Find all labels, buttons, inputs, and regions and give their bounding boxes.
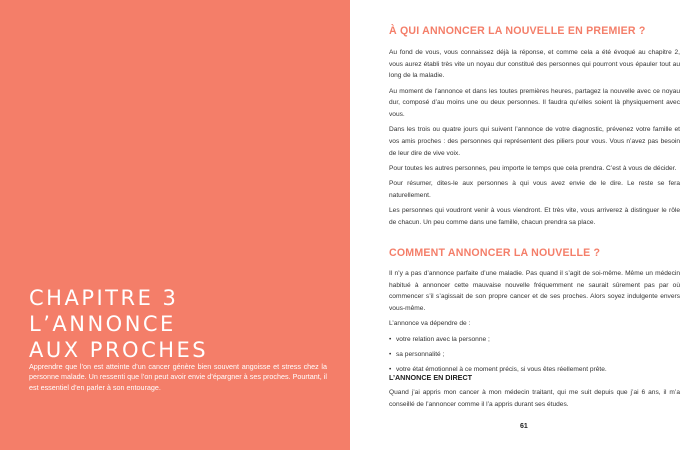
right-page <box>350 0 700 450</box>
chapter-title-line-1: CHAPITRE 3 <box>29 286 179 310</box>
paragraph: Pour résumer, dites-le aux personnes à qui vous avez envie de le dire. Le reste se fera naturellement. <box>389 180 680 199</box>
chapter-title <box>29 285 329 363</box>
paragraph: Il n’y a pas d’annonce parfaite d’une maladie. Pas quand il s’agit de soi-même. Même un médecin habitué à annoncer cette mauvaise nouvelle fréquemment ne saurait sûrement pas par où commencer s’il s’agissait de son propre cancer et de ses proches. Alors soyez indulgente envers vous-même. <box>389 270 680 313</box>
list-item: • votre relation avec la personne ; <box>389 334 680 346</box>
paragraph: Les personnes qui voudront venir à vous viendront. Et très vite, vous arriverez à distinguer le rôle de chacun. Un peu comme dans une famille, chacun prendra sa place. <box>389 206 680 226</box>
section-heading-who-first: À QUI ANNONCER LA NOUVELLE EN PREMIER ? <box>389 25 646 37</box>
chapter-intro: Apprendre que l’on est atteinte d’un cancer génère bien souvent angoisse et stress chez la personne malade. Un ressenti que l’on peut avoir envie d’épargner à ses proches. Pourtant, il est essentiel d’en parler à son entourage. <box>29 362 327 392</box>
sub-heading-direct: L’ANNONCE EN DIRECT <box>389 373 473 382</box>
paragraph: L’annonce va dépendre de : <box>389 320 471 328</box>
page-number: 61 <box>520 423 528 430</box>
section-body-direct <box>389 387 680 414</box>
section-body-who-first <box>389 47 680 232</box>
section-body-how <box>389 268 680 379</box>
paragraph: Au fond de vous, vous connaissez déjà la réponse, et comme cela a été évoqué au chapitre 2, vous aurez établi très vite un noyau dur constitué des personnes qui pourront vous épauler tout au long de la maladie. <box>389 49 680 80</box>
paragraph: Quand j’ai appris mon cancer à mon médecin traitant, qui me suit depuis que j’ai 6 ans, il m’a conseillé de l’annoncer comme il l’a appris durant ses études. <box>389 389 680 408</box>
paragraph: Pour toutes les autres personnes, peu importe le temps que cela prendra. C’est à vous de décider. <box>389 164 677 172</box>
paragraph: Au moment de l’annonce et dans les toutes premières heures, partagez la nouvelle avec ce noyau dur, composé d’au moins une ou deux personnes. Il faudra qu’elles soient là physiquement avec vous. <box>389 87 680 119</box>
bullet-list <box>389 334 680 376</box>
paragraph: Dans les trois ou quatre jours qui suivent l’annonce de votre diagnostic, prévenez votre famille et vos amis proches : des personnes qui représentent des piliers pour vous. Vous n’avez pas besoin de leur dire de vive voix. <box>389 126 680 157</box>
list-item: • votre état émotionnel à ce moment précis, si vous êtes réellement prête. <box>389 364 680 376</box>
chapter-title-line-3: AUX PROCHES <box>29 338 209 362</box>
section-heading-how: COMMENT ANNONCER LA NOUVELLE ? <box>389 247 601 259</box>
chapter-title-line-2: L’ANNONCE <box>29 312 176 336</box>
list-item: • sa personnalité ; <box>389 349 680 361</box>
